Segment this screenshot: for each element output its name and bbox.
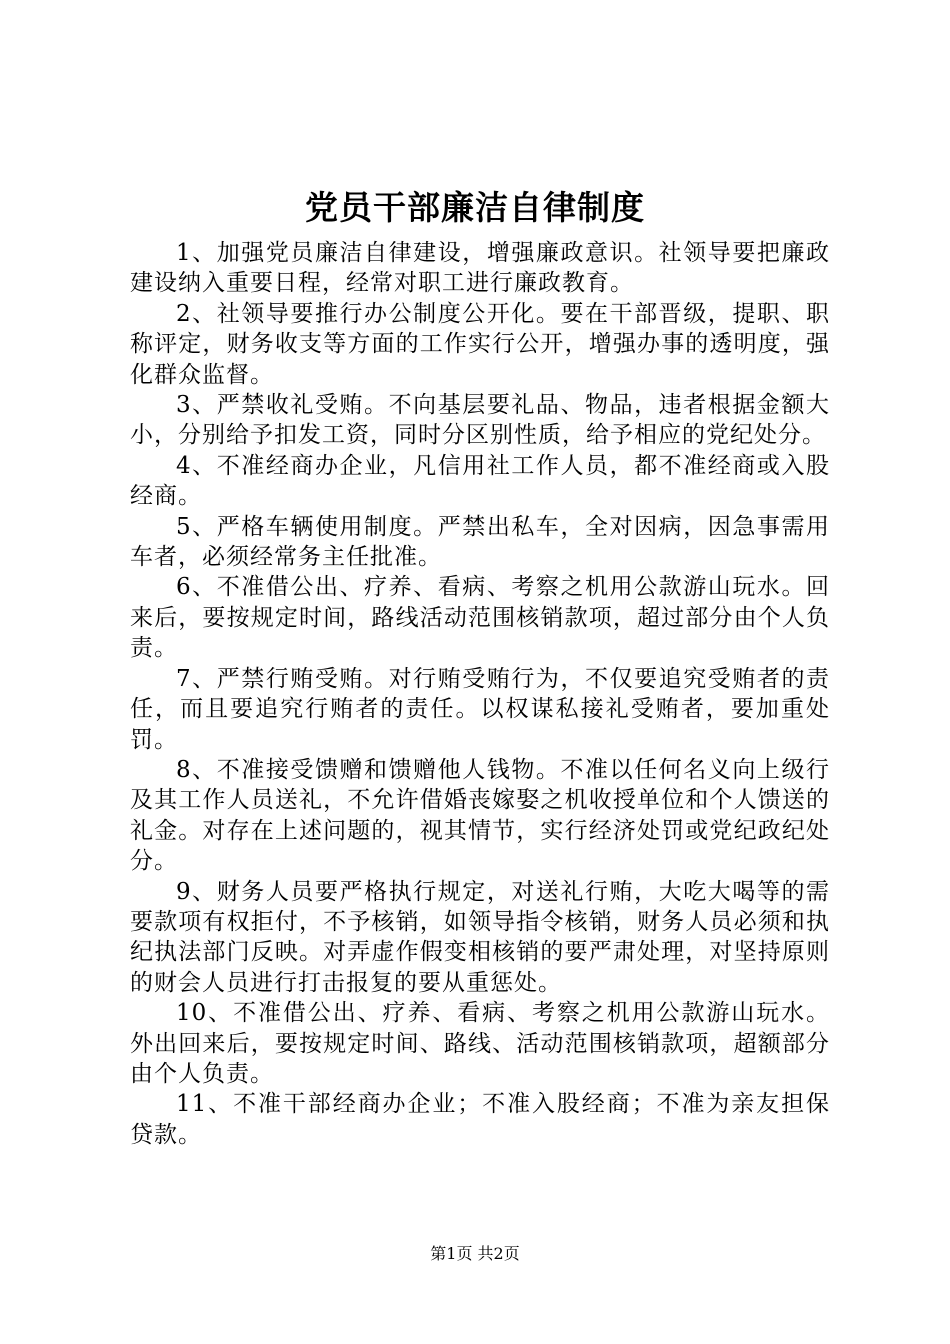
paragraph-2: 2、社领导要推行办公制度公开化。要在干部晋级，提职、职称评定，财务收支等方面的工作实行公开，增强办事的透明度，强化群众监督。 <box>130 300 830 388</box>
document-body <box>130 238 830 1150</box>
paragraph-11: 11、不准干部经商办企业；不准入股经商；不准为亲友担保贷款。 <box>130 1091 830 1148</box>
paragraph-4: 4、不准经商办企业，凡信用社工作人员，都不准经商或入股经商。 <box>130 452 830 510</box>
document-title: 党员干部廉洁自律制度 <box>305 188 645 227</box>
paragraph-5: 5、严格车辆使用制度。严禁出私车，全对因病，因急事需用车者，必须经常务主任批准。 <box>130 513 830 571</box>
paragraph-6: 6、不准借公出、疗养、看病、考察之机用公款游山玩水。回来后，要按规定时间，路线活动范围核销款项，超过部分由个人负责。 <box>130 574 830 662</box>
paragraph-9: 9、财务人员要严格执行规定，对送礼行贿，大吃大喝等的需要款项有权拒付，不予核销，如领导指令核销，财务人员必须和执纪执法部门反映。对弄虚作假变相核销的要严肃处理，对坚持原则的财会人员进行打击报复的要从重惩处。 <box>130 878 830 996</box>
paragraph-8: 8、不准接受馈赠和馈赠他人钱物。不准以任何名义向上级行及其工作人员送礼，不允许借婚丧嫁娶之机收授单位和个人馈送的礼金。对存在上述问题的，视其情节，实行经济处罚或党纪政纪处分。 <box>130 756 830 875</box>
paragraph-10: 10、不准借公出、疗养、看病、考察之机用公款游山玩水。外出回来后，要按规定时间、路线、活动范围核销款项，超额部分由个人负责。 <box>130 1000 830 1087</box>
paragraph-1: 1、加强党员廉洁自律建设，增强廉政意识。社领导要把廉政建设纳入重要日程，经常对职工进行廉政教育。 <box>130 240 830 297</box>
paragraph-7: 7、严禁行贿受贿。对行贿受贿行为，不仅要追究受贿者的责任，而且要追究行贿者的责任。以权谋私接礼受贿者，要加重处罚。 <box>130 665 830 753</box>
paragraph-3: 3、严禁收礼受贿。不向基层要礼品、物品，违者根据金额大小，分别给予扣发工资，同时分区别性质，给予相应的党纪处分。 <box>130 392 830 449</box>
page-footer: 第1页 共2页 <box>430 1244 520 1263</box>
